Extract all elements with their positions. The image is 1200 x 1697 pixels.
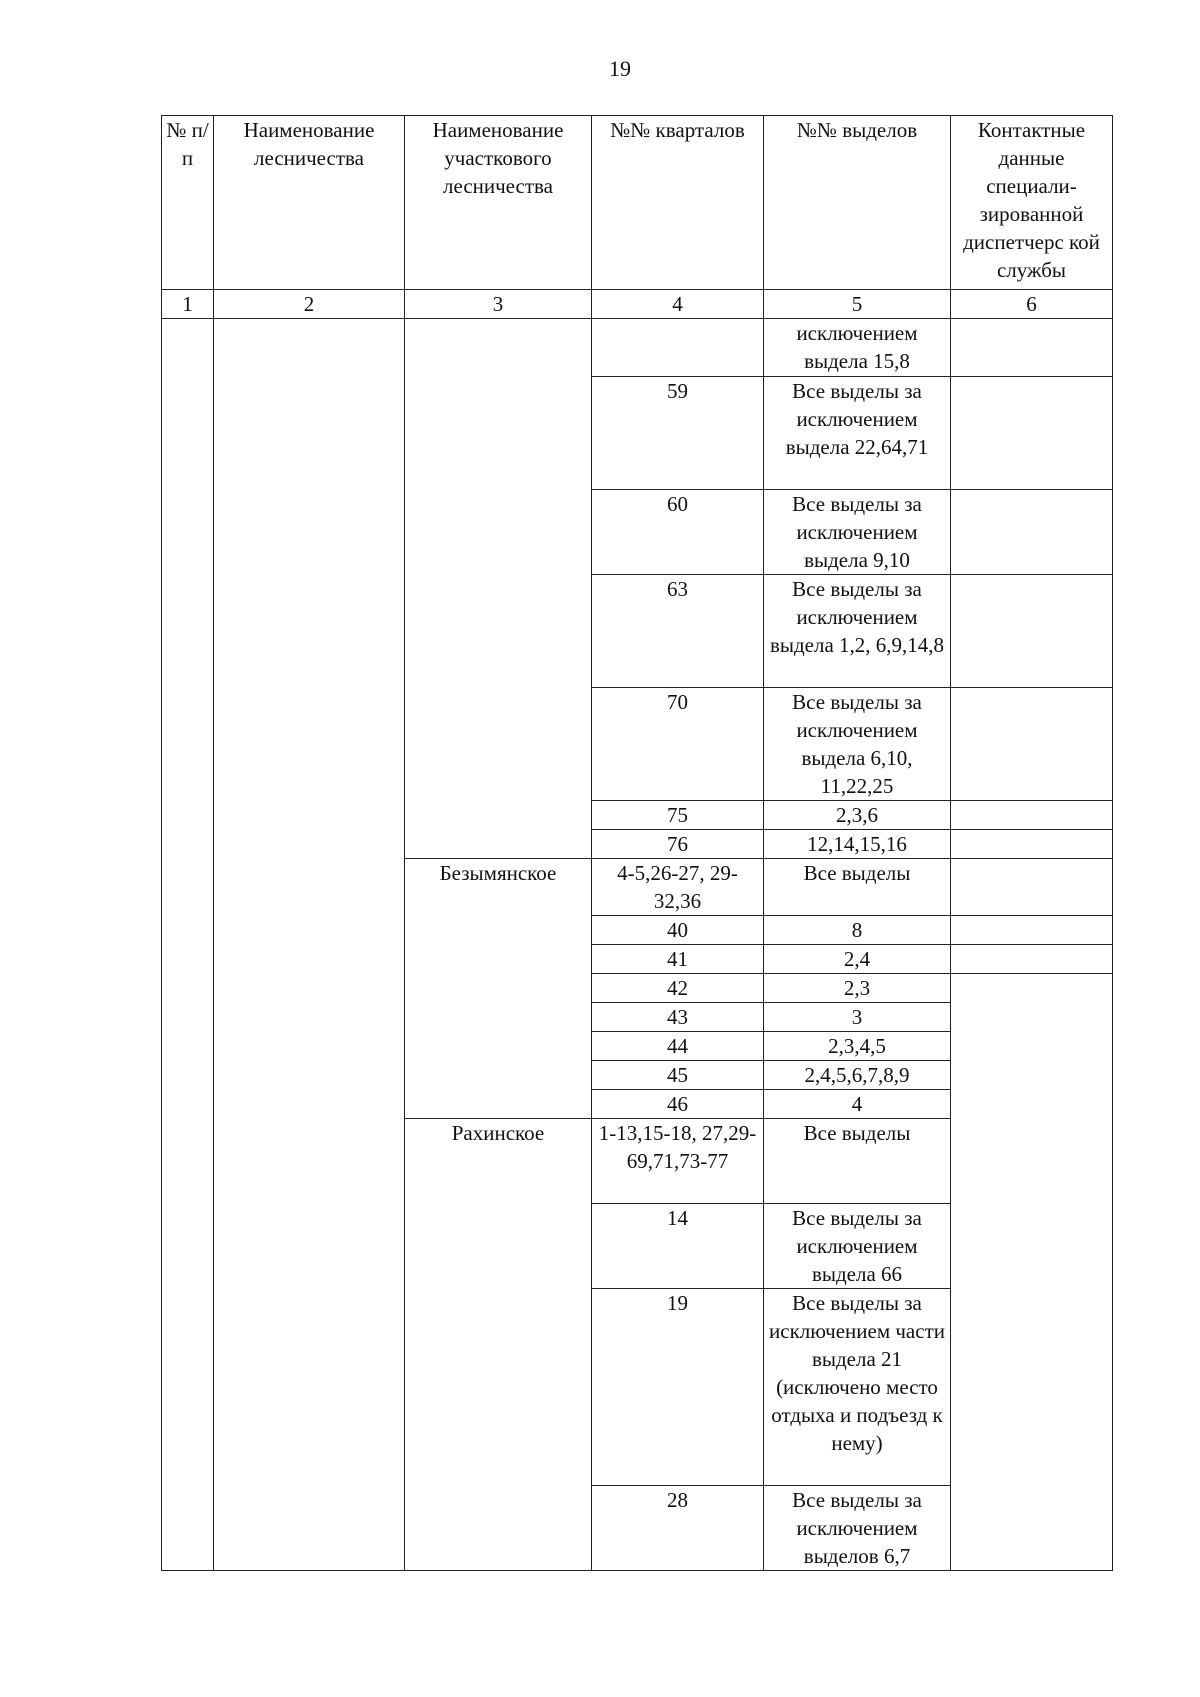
header-cell-district-forestry: Наименование участкового лесничества: [405, 116, 592, 290]
column-number: 5: [764, 290, 951, 319]
quarter-cell: 4-5,26-27, 29-32,36: [592, 859, 764, 916]
header-cell-allotments: №№ выделов: [764, 116, 951, 290]
allotments-cell: Все выделы за исключением выдела 66: [764, 1204, 951, 1289]
forest-registry-table: [161, 115, 1113, 1571]
allotments-cell: Все выделы: [764, 1119, 951, 1204]
contacts-cell: [951, 801, 1113, 830]
quarter-cell: 45: [592, 1061, 764, 1090]
quarter-cell: [592, 319, 764, 377]
forestry-name-cell: [214, 319, 405, 1571]
allotments-cell: Все выделы: [764, 859, 951, 916]
header-cell-forestry: Наименование лесничества: [214, 116, 405, 290]
allotments-cell: 4: [764, 1090, 951, 1119]
quarter-cell: 40: [592, 916, 764, 945]
contacts-cell: [951, 945, 1113, 974]
quarter-cell: 46: [592, 1090, 764, 1119]
column-number-row: [162, 290, 1113, 319]
quarter-cell: 60: [592, 490, 764, 575]
column-number: 4: [592, 290, 764, 319]
quarter-cell: 75: [592, 801, 764, 830]
allotments-cell: 2,3: [764, 974, 951, 1003]
contacts-cell: [951, 859, 1113, 916]
contacts-cell: [951, 490, 1113, 575]
column-number: 6: [951, 290, 1113, 319]
allotments-cell: Все выделы за исключением части выдела 21 (исключено место отдыха и подъезд к нему): [764, 1289, 951, 1486]
allotments-cell: исключением выдела 15,8: [764, 319, 951, 377]
quarter-cell: 76: [592, 830, 764, 859]
allotments-cell: Все выделы за исключением выдела 9,10: [764, 490, 951, 575]
district-forestry-cell: [405, 319, 592, 859]
contacts-cell: [951, 916, 1113, 945]
allotments-cell: Все выделы за исключением выдела 6,10, 11,22,25: [764, 688, 951, 801]
allotments-cell: 2,4: [764, 945, 951, 974]
column-number: 2: [214, 290, 405, 319]
quarter-cell: 42: [592, 974, 764, 1003]
contacts-cell: [951, 830, 1113, 859]
quarter-cell: 1-13,15-18, 27,29- 69,71,73-77: [592, 1119, 764, 1204]
header-cell-dispatch-contacts: Контактные данные специали- зированной диспетчерс кой службы: [951, 116, 1113, 290]
quarter-cell: 70: [592, 688, 764, 801]
contacts-cell: [951, 319, 1113, 377]
header-cell-quarters: №№ кварталов: [592, 116, 764, 290]
quarter-cell: 44: [592, 1032, 764, 1061]
contacts-cell: [951, 575, 1113, 688]
header-row: [162, 116, 1113, 290]
district-forestry-cell: Безымянское: [405, 859, 592, 1119]
contacts-cell: [951, 688, 1113, 801]
quarter-cell: 19: [592, 1289, 764, 1486]
table-row: [162, 319, 1113, 377]
quarter-cell: 63: [592, 575, 764, 688]
allotments-cell: Все выделы за исключением выделов 6,7: [764, 1486, 951, 1571]
quarter-cell: 59: [592, 377, 764, 490]
allotments-cell: 12,14,15,16: [764, 830, 951, 859]
allotments-cell: 2,4,5,6,7,8,9: [764, 1061, 951, 1090]
district-forestry-cell: Рахинское: [405, 1119, 592, 1571]
contacts-cell: [951, 974, 1113, 1571]
quarter-cell: 14: [592, 1204, 764, 1289]
row-number-cell: [162, 319, 214, 1571]
allotments-cell: Все выделы за исключением выдела 1,2, 6,9,14,8: [764, 575, 951, 688]
column-number: 1: [162, 290, 214, 319]
allotments-cell: 3: [764, 1003, 951, 1032]
quarter-cell: 43: [592, 1003, 764, 1032]
contacts-cell: [951, 377, 1113, 490]
allotments-cell: Все выделы за исключением выдела 22,64,71: [764, 377, 951, 490]
allotments-cell: 8: [764, 916, 951, 945]
header-cell-number: № п/п: [162, 116, 214, 290]
quarter-cell: 28: [592, 1486, 764, 1571]
allotments-cell: 2,3,4,5: [764, 1032, 951, 1061]
allotments-cell: 2,3,6: [764, 801, 951, 830]
page-number: 19: [609, 56, 631, 81]
column-number: 3: [405, 290, 592, 319]
quarter-cell: 41: [592, 945, 764, 974]
